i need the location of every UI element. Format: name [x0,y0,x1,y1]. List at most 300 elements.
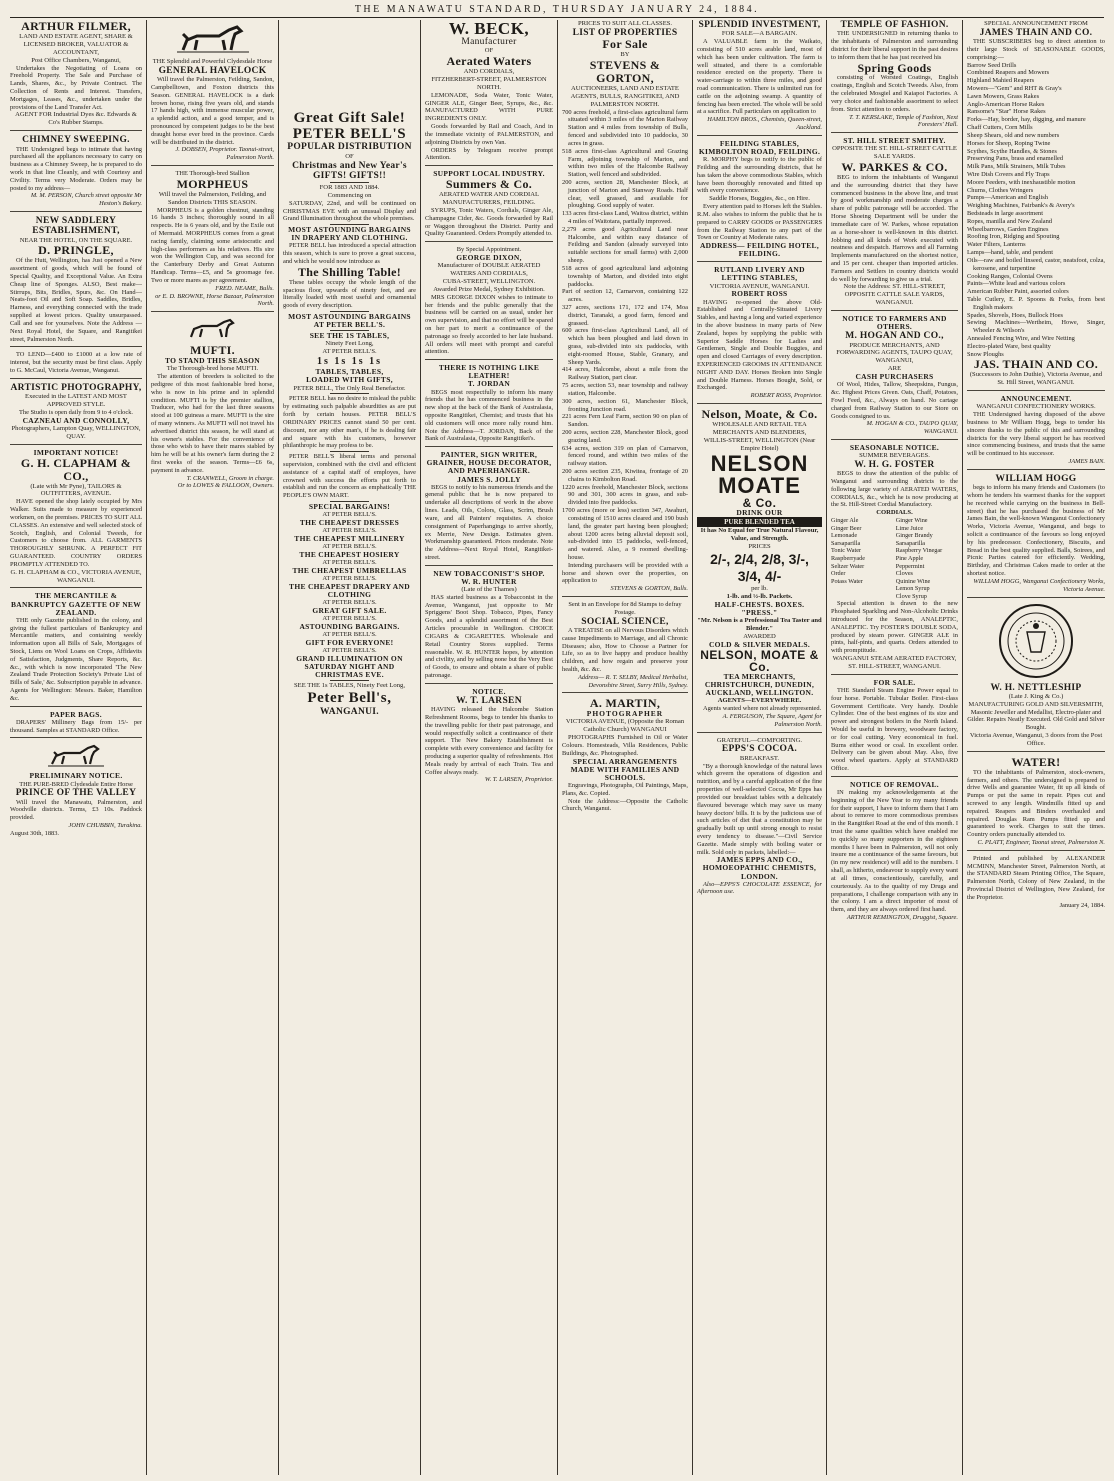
ad-dixon [425,246,553,360]
ad-parkes-smithy [831,137,958,311]
ad-address: Post Office Chambers, Wanganui, [31,56,121,64]
imprint [967,855,1105,913]
list-item: Tonic Water [831,547,862,555]
list-item: Spades, Shovels, Hoes, Bullock Hoes [967,311,1064,319]
ad-signature: G. H. CLAPHAM & CO., VICTORIA AVENUE, WANGANUI. [10,568,142,584]
ad-address: VICTORIA AVENUE, WANGANUI. [709,282,810,290]
ad-heading: NOTICE. [472,686,506,696]
beverage-table [831,517,958,600]
ad-body: The Studio is open daily from 9 to 4 o'clock. [18,408,134,416]
masthead: THE MANAWATU STANDARD, THURSDAY JANUARY 24, 1884. [354,4,760,15]
column-rule [420,20,421,1475]
ad-special: THE CHEAPEST DRESSES [299,518,400,528]
ad-address: FITZHERBERT-STREET, PALMERSTON NORTH. [431,76,547,91]
ad-heading: WATER! [1011,754,1061,769]
ad-body: Will travel the Palmerston, Feilding, Sandon, Campbelltown, and Foxton districts this Season. GENERAL HAVELOCK is a dark brown horse, rising five years old, and stands 17 hands high, with immense muscular power, a splendid action, and a good temper, and is pronounced by competent judges to be the best draught horse ever bred in the province. Cards will be distributed in the district. [151,76,274,146]
ad-remington [831,781,958,925]
ad-line: AT PETER BELL'S. [322,631,377,639]
ad-saddlery [10,216,142,347]
ad-heading: ANNOUNCEMENT. [1000,394,1072,404]
ad-subheading: LAND AND ESTATE AGENT, SHARE & LICENSED BROKER, VALUATOR & ACCOUNTANT, [19,32,133,56]
list-item: Ropes, manilla and New Zealand [967,217,1053,225]
ad-heading: ST. HILL STREET SMITHY. [843,136,946,146]
ad-line: AT PETER BELL'S. [322,543,377,551]
list-item: Order [831,570,846,578]
ad-heading: PAINTER, SIGN WRITER, GRAINER, HOUSE DECORATOR, AND PAPERHANGER. [426,450,552,476]
ad-heading: NOTICE TO FARMERS AND OTHERS. [842,314,947,332]
list-item: 200 acres, section 28, Manchester Block, at junction of Marton and Stanway Roads. Half clear, well grassed, and available for ploughing. Good supply of water. [562,178,688,210]
ad-body: Special attention is drawn to the new Phosphated Sparkling and Non-Alcoholic Drinks introduced for the Season, ANALEPTIC, ANALEPTIC. Try FOSTER'S DOUBLE SODA, produced by steam power. GINGER ALE in pints, half-pints, and quarts. Orders attended to with promptitude. [831,600,958,655]
ad-chimney [10,135,142,212]
column-3 [283,20,416,1475]
ad-subheading: CHRISTCHURCH, DUNEDIN, AUCKLAND, WELLINGTON. [704,680,815,698]
list-item: 200 acres section 235, Kiwitea, frontage of 20 chains to Kimbolton Road. [562,468,688,483]
ad-photography [10,383,142,445]
property-list [562,109,688,562]
list-item: Ginger Ale [831,517,859,525]
ad-clapham [10,449,142,589]
ad-heading: IMPORTANT NOTICE! [33,447,119,457]
ad-special: THE CHEAPEST DRAPERY AND CLOTHING [289,582,410,600]
list-item: Sarsaparilla [895,539,925,547]
horse-icon [175,22,251,56]
list-item: Snow Ploughs [967,350,1004,358]
ad-prices: 2/-, 2/4, 2/8, 3/-, 3/4, 4/- [710,550,809,585]
beverage-list-right [896,517,958,600]
imprint-text: Printed and published by ALEXANDER MCMINN, Manchester Street, Palmerston North, at the STANDARD Steam Printing Office, The Square, Palmerston North, Colony of New Zealand, in the Provincial District of Wellington, New Zealand, for the Proprietor. [967,854,1105,901]
ad-body: THE Standard Steam Engine Power equal to four horse. Portable. Tubular Boiler. First-class Government Certificate. Very handy. Double Cylinder. One of the best engines of its size and power and strongest boilers in the North Island. Would be useful in brewery, woodware factory, or for coal cutting. Very economical in fuel. Burns either wood or coal. In excellent order. Delivery can be given about May. Also, five wood wheel quarters. Apply at STANDARD Office. [831,686,958,773]
ad-signature: Address— R. T. SELBY, Medical Herbalist, Devonshire Street, Surry Hills, Sydney. [577,673,688,689]
list-item: Raspberryade [831,554,866,562]
list-item: Raspberry Vinegar [895,547,943,555]
ad-line: It has No Equal for True Natural Flavour, Value, and Strength. [700,527,819,543]
ad-subheading: MOST ASTOUNDING BARGAINS IN DRAPERY AND CLOTHING. [288,225,411,243]
list-item: American Rubber Paint, assorted colors [967,288,1069,296]
ad-body: BEGS to draw the attention of the public of Wanganui and surrounding districts to the following large variety of AERATED WATERS, CORDIALS, &c., which he is now producing at the St. Hill-Street Cordial Manufactory. [831,470,958,509]
ad-body: DRAPERS' Millinery Bags from 15/- per thousand. Samples at STANDARD Office. [10,718,142,734]
ad-water [967,756,1105,851]
ad-william-hogg [967,474,1105,598]
list-item: Moore Feeders, with inexhaustible motion [967,178,1076,186]
ad-signature: T. T. KERSLAKE, Temple of Fashion, Next Foresters' Hall. [849,113,958,129]
ad-heading: FEILDING STABLES, [719,138,800,148]
ad-name: PRINCE OF THE VALLEY [15,788,137,799]
ad-body: Agents wanted where not already represented. [703,705,822,713]
ad-signature: HAMILTON BROS., Chemists, Queen-street, Auckland. [707,116,822,132]
ad-subheading: (Late J. King & Co.) [1008,692,1064,700]
column-rule [826,20,827,1475]
list-item: Churns, Clothes Wringers [967,186,1034,194]
ad-subheading: HALF-CHESTS. BOXES. [714,599,805,609]
ad-line: ARE [887,365,902,373]
ad-body: ORDERS by Telegram receive prompt Attention. [425,146,553,162]
ad-jordan [425,364,553,447]
ad-line: per lb. [751,585,768,593]
column-7 [831,20,958,1475]
ad-robert-ross [697,266,822,404]
ad-body: MORPHEUS is a golden chestnut, standing 16 hands 3 inches; thoroughly sound in all respects. He is 6 years old, and by the Exile out of Mermaid. MORPHEUS comes from a great racing family, claiming some aristocratic and high-class performers as his relatives. His sire won the Wellington Cup, and was second for the Canterbury Derby and Great Autumn Handicap. Terms—£5, and 5s groomage fee. Two or more mares as per agreement. [151,206,274,284]
ad-epps-cocoa [697,737,822,900]
list-item: Ginger Beer [831,524,862,532]
ad-name: M. HOGAN AND CO., [845,331,944,342]
ad-name: T. JORDAN [467,379,511,389]
ad-line: AWARDED [743,632,776,640]
ad-name: CAZNEAU AND CONNOLLY, [22,415,130,425]
ad-special: SPECIAL BARGAINS! [308,502,391,512]
ad-body: The attention of breeders is solicited to the pedigree of this most fashionable bred horse, who is now in his prime and in splendid condition. MUFTI is by the premier stallion, Traducer, who had for the last three seasons stood at 100 guineas a mare. MUFTI is the sire of many winners. As MUFTI will not travel his advertised district this season, he will stand at his owner's stables. For the convenience of those who wish to have their mares stabled by him he will be at his owner's farm during the 2 first weeks of the season. Terms—£6 6s, payment in advance. [151,373,274,474]
ad-subheading: AERATED WATER AND CORDIAL MANUFACTURERS, FEILDING. [438,191,540,207]
ad-body: Intending purchasers will be provided with a horse and shown over the properties, on application to [562,561,688,585]
ad-name: JAMES THAIN AND CO. [979,27,1093,38]
ad-heading: THE MERCANTILE & BANKRUPTCY GAZETTE OF NEW ZEALAND. [10,591,142,617]
ad-subheading: LOADED WITH GIFTS, [306,375,393,385]
list-item: Barrow Seed Drills [967,61,1017,69]
ad-line: Commencing on [327,191,372,199]
ad-subheading: KIMBOLTON ROAD, FEILDING. [698,147,821,156]
ad-body: BEGS most respectfully to inform his many friends that he has commenced business in the new shop at the back of the Bank of Australasia, opposite Rangitikei, Chemist; and trusts that his old customers will once more rally round him. Note the Address—T. JORDAN, Back of the Bank of Australasia, Opposite Rangitikei's. [425,388,553,443]
column-rule [278,20,279,1475]
list-item: 518 acres first-class Agricultural and Grazing Farm, adjoining township of Marton, and within two miles of the Halcombe Railway Station, well fenced and subdivided. [562,147,688,179]
ad-james-thain [967,20,1105,391]
column-rule [146,20,147,1475]
ad-special: GREAT GIFT SALE. [312,606,387,616]
ad-subheading: GIFTS! GIFTS!! [312,170,387,181]
ad-line: AT PETER BELL'S. [322,559,377,567]
ad-name: Peter Bell's, [307,690,392,707]
ad-heading: PAPER BAGS. [50,709,102,719]
list-item: Lamps—hand, table, and pendent [967,249,1054,257]
ad-line: "Mr. Nelson is a Professional Tea Taster and Blender." [697,617,822,633]
ad-body: Every attention paid to Horses left the Stables. R.M. also wishes to inform the public that he is prepared to CARRY GOODS or PASSENGERS from the Railway Station to any part of the Town or Country at Moderate rates. [697,203,822,242]
ad-nettleship [967,602,1105,752]
ad-heading: PRELIMINARY NOTICE. [29,771,123,781]
ad-body: Goods forwarded by Rail and Coach, And in the immediate vicinity of PALMERSTON, and adjoining Districts by own Van. [425,123,553,146]
ad-address: Note the Address: ST. HILL-STREET, OPPOSITE CATTLE SALE YARDS, WANGANUI. [843,283,946,307]
ad-heading: NEW TOBACCONIST'S SHOP. [433,568,545,578]
ad-body: THE Undersigned having disposed of the above business to Mr William Hogg, begs to tender his sincere thanks to the public of this and surrounding districts for the very liberal support he has received since commencing business, and trusts that the same will be continued to his successor. [967,411,1105,458]
ad-special: GIFT FOR EVERYONE! [305,638,394,648]
ad-logo-line: & Co. [742,495,777,510]
ad-subheading: SEE THE 1S TABLES, [309,331,390,341]
ad-subheading: MOST ASTOUNDING BARGAINS AT PETER BELL'S. [288,312,411,330]
list-item: Part of section 12, Carnarvon, containing 122 acres. [562,288,688,304]
ad-subheading: TABLES, TABLES, [315,367,384,377]
ad-subheading: PHOTOGRAPHER [586,709,664,719]
ad-name: D. PRINGLE, [38,243,114,258]
ad-line: AT PETER BELL'S. [322,348,377,356]
ad-award: Awarded Prize Medal, Sydney Exhibition. [433,285,545,293]
ad-heading: EPPS'S COCOA. [721,744,798,755]
ad-body: PETER BELL has introduced a special attraction this season, which is sure to prove a great success, and which he would now introduce as [283,242,416,266]
ad-heading: SUPPORT LOCAL INDUSTRY. [433,169,545,179]
ad-name: PETER BELL'S [292,126,407,143]
ad-jolly [425,451,553,566]
ad-subheading: WHOLESALE AND RETAIL TEA MERCHANTS AND BLENDERS, [712,421,807,436]
ad-for-sale-engine [831,679,958,777]
list-item: Anglo-American Horse Rakes [967,100,1045,108]
list-item: Chaff Cutters, Corn Mills [967,124,1033,132]
ad-heading: ARTISTIC PHOTOGRAPHY, [10,382,142,393]
ad-logo-line: NELSON [710,450,809,476]
ad-line: "PRESS." [741,608,778,618]
ad-address: CUBA-STREET, WELLINGTON. [442,277,536,285]
ad-subheading: TEA MERCHANTS, [723,671,796,681]
list-item: Sheep Shears, old and new numbers [967,131,1060,139]
ad-body: MANUFACTURING GOLD AND SILVERSMITH, Masonic Jeweller and Medallist, Electro-plater and Gilder. Repairs Neatly Executed. Old Gold and Silver Bought. [967,700,1105,732]
ad-footer: AGENT FOR Industrial Dyes &c. Edwards & Co's Rubber Stamps. [15,111,137,127]
ad-body: These tables occupy the whole length of the spacious floor, upwards of ninety feet, and are literally loaded with most useful and ornamental goods of every description. [283,278,416,310]
ad-prince-of-valley [10,742,142,840]
ad-logo-line: MOATE [718,472,801,498]
ad-signature: T. CRANWELL, Groom in charge. [186,474,274,482]
list-item: Ginger Brandy [895,532,933,540]
ad-peter-bell [283,20,416,720]
ad-body: THE only Gazette published in the colony, and giving the fullest particulars of Bankruptcy and Mercantile matters, and containing weekly information upon all Bills of Sale, Mortgages of Stock, Liens on Wool Loans on Crops, Affidavits of Satisfaction, Judgments, Share Reports, &c. &c., with which is now incorporated 'The New Zealand Trade Protection Society's Private List of Bills of Sale,' &c. Subscription payable in advance. Agents for Wellington: Messrs. Baker, Hamilton &c. [10,616,142,702]
ad-summers [425,170,553,242]
ad-address: NEAR THE HOTEL, ON THE SQUARE. [19,236,133,244]
list-item: 327 acres, sections 171, 172 and 174, Moa district, Taranaki, a good farm, fenced and grassed. [562,303,688,327]
ad-body: A VALUABLE farm in the Waikato, consisting of 510 acres arable land, most of which has been under cultivation. The farm is well situated, and there is a comfortable residence erected on the property. There is water-carriage to within three miles, and good road communication. There is unlimited run for cattle on the adjoining swamp. A quantity of fencing has been erected. The whole will be sold at a sacrifice. Full particulars on application to [697,38,822,116]
ad-heading: THERE IS NOTHING LIKE LEATHER! [438,363,540,381]
ad-general-havelock [151,22,274,166]
list-item: 133 acres first-class Land, Waitoa district, within 4 miles of Waitotara, partially improved. [562,210,688,226]
ad-body: TO the inhabitants of Palmerston, stock-owners, farmers, and others. The undersigned is prepared to drive Wells and guarantee Water, fit up all kinds of Pumps or put the same in repair. Pipes cut and screwed to any length. Windmills fitted up and repaired. Reapers and Binders overhauled and repaired. Douglas Ram Pumps fitted up and guaranteed to work. Charges to suit the times. Country orders punctually attended to. [967,768,1105,839]
ad-subheading: (Late with Mr Pyne), TAILORS & OUTFITTERS, AVENUE. [30,482,122,498]
column-6 [697,20,822,1475]
ad-subheading: For Sale [602,37,648,52]
ad-subheading: COLD & SILVER MEDALS. [708,639,811,649]
ad-subheading: Executed in the LATEST AND MOST APPROVED STYLE. [25,393,127,408]
ad-subheading: Will travel the Palmerston, Feilding, and Sandon Districts THIS SEASON. [158,190,267,206]
ad-body: PHOTOGRAPHS Furnished in Oil or Water Colours. Homesteads, Villa Residences, Public Buildings, &c. Photographed. [562,734,688,757]
list-item: Bedsteads in large assortment [967,210,1044,218]
ad-feilding-stables [697,140,822,262]
ad-subheading: FOR SALE—A BARGAIN. [721,30,798,38]
ad-subheading: AUCTIONEERS, LAND AND ESTATE AGENTS, BULLS, RANGITIKEI, AND PALMERSTON NORTH. [570,84,680,108]
ad-body: LEMONADE, Soda Water, Tonic Water, GINGER ALE, Ginger Beer, Syrups, &c., &c. MANUFACTURED WITH PURE INGREDIENTS ONLY. [425,91,553,123]
ad-name: W. PARKES & CO. [841,160,948,175]
ad-subheading: PRODUCE MERCHANTS, AND FORWARDING AGENTS, TAUPO QUAY, WANGANUI, [836,341,953,365]
ad-splendid-investment [697,20,822,136]
list-item: Cloves [895,570,913,578]
ad-morpheus [151,170,274,312]
ad-name: W. H. NETTLESHIP [990,682,1082,693]
ad-stevens-gorton [562,28,688,597]
ad-body: SYRUPS, Tonic Waters, Cordials, Ginger Ale, Champagne Cider, &c. Goods forwarded by Rail or Waggon throughout the District. Purity and Quality Guaranteed. Orders Promptly attended to. [425,207,553,238]
ad-address: ADDRESS— FEILDING HOTEL, FEILDING. [699,241,820,259]
list-item: 414 acres, Halcombe, about a mile from the Railway Station, part clear. [562,366,688,382]
list-item: Lawn Mowers, Grass Rakes [967,92,1040,100]
ad-mercantile [10,592,142,706]
ad-signature: WANGANUI STEAM AERATED FACTORY, ST. HILL-STREET, WANGANUI. [832,655,957,670]
ad-body: HAS started business as a Tobacconist in the Avenue, Wanganui, just opposite to Mr Spriggens' Boot Shop. Tobacco, Pipes, Fancy Goods, and a splendid assortment of the Best Articles procurable in Wellington. CHOICE CIGARS & CIGARETTES. Wholesale and Retail Country Stores supplied. Terms reasonable. W. R. HUNTER hopes, by attention and civility, and by selling none but the Very Best of Goods, to ensure and obtain a share of public patronage. [425,593,553,679]
ad-line: 1-lb. and ½-lb. Packets. [726,593,793,601]
column-8 [967,20,1105,1475]
ad-signature: A. FERGUSON, The Square, Agent for Palmerston North. [722,712,822,728]
ad-line: SEE THE 1s TABLES, Ninety Feet Long, [294,682,405,690]
ad-line: PRICES TO SUIT ALL CLASSES. [577,20,673,27]
ad-lend [10,351,142,378]
horse-icon [46,742,106,770]
ad-body: HAVING re-opened the above Old-Established and Centrally-Situated Livery Stables, and having a long and varied experience in the above business in many parts of New Zealand, hopes by supplying the public with Superior Saddle Horses for Ladies and Gentlemen, Single and Double Buggies, and open and closed Carriages of every description. EXPERIENCED GROOMS IN ATTENDANCE NIGHT AND DAY. Horses Broken into Single and Double Harness. Horses Bought, Sold, or Exchanged. [697,298,822,392]
list-item: Seltzer Water [831,562,865,570]
ad-body: MRS GEORGE DIXON wishes to intimate to her friends and the public generally that the business will be carried on as usual, under her own supervision, and that no effort will be spared on her part to merit a continuance of the patronage so freely accorded to her late husband. All orders will meet with prompt and careful attention. [425,293,553,356]
ad-name: W. R. HUNTER [461,576,517,586]
column-1 [10,20,142,1475]
ad-temple-of-fashion [831,20,958,133]
list-item: Ginger Wine [895,517,928,525]
ad-body: PETER BELL'S liberal terms and personal supervision, combined with the civil and efficient assistance of a capital staff of employes, have crowned with success the efforts put forth to establish and run the concern as emphatically THE PEOPLE'S OWN MART. [283,453,416,500]
ad-signature: JAS. THAIN AND CO. [973,357,1099,372]
ad-heading: Great Gift Sale! [293,110,406,126]
horse-icon [185,316,241,342]
ad-filmer [10,20,142,131]
ad-body: Will travel the Manawatu, Palmerston, and Woodville districts. Terms, £3 10s. Paddock provided. [10,798,142,822]
ad-signature: W. T. LARSEN, Proprietor. [484,776,553,784]
ad-subheading: OPPOSITE THE ST. HILL-STREET CATTLE SALE YARDS. [832,145,957,161]
ad-subheading: Christmas and New Year's [292,160,407,171]
ad-signature: STEVENS & GORTON, Bulls. [610,585,688,593]
list-item: Horses for Sheep, Roping Twine [967,139,1051,147]
ad-body: BEG to inform the inhabitants of Wanganui and the surrounding district that they have commenced business in the above line, and trust by good workmanship and moderate charges a share of public patronage will be accorded. The Horse Shoeing Department will be under the immediate care of W. Parkes, whose reputation as a horse-shoer is well-known in this district. Jobbing and all kinds of Work executed with neatness and despatch. Harrows and all Farming Implements manufactured on the shortest notice, and 15 per cent. cheaper than imported articles. Farmers and Settlers in country districts would do well by forwarding to give us a trial. [831,174,958,283]
column-5 [562,20,688,1475]
ad-signature: ARTHUR REMINGTON, Druggist, Square. [846,913,958,921]
ad-signature: J. DOBSEN, Proprietor. Taonui-street, Palmerston North. [175,146,274,162]
list-item: Weighing Machines, Fairbank's & Avery's [967,202,1075,210]
ad-body: BEGS to notify to his numerous friends and the general public that he is now prepared to undertake all descriptions of work in the above lines. Leads, Oils, Colors, Glass, Scrim, Brush ware, and all Painters' requisites. A choice consignment of Paperhangings to arrive shortly, ex Merrie, New Design. Estimates given. Workmanship guaranteed. Prices moderate. Note the Address—Next Royal Hotel, Rangitikei-street. [425,483,553,561]
list-item: Highland Mahied Reapers [967,77,1035,85]
ad-subheading: (Late of the Thames) [461,585,517,593]
ad-line: AT PETER BELL'S. [322,615,377,623]
ad-line: AT PETER BELL'S. [322,511,377,519]
ad-mufti [151,316,274,493]
ad-heading: Nelson, Moate, & Co. [701,407,818,422]
list-item: Water Filters, Lanterns [967,241,1026,249]
list-item: Roofing Iron, Ridging and Spouting [967,233,1060,241]
ad-subheading: Aerated Waters [446,54,532,69]
ad-name: GEORGE DIXON, [456,253,522,263]
ad-body: consisting of Worsted Coatings, English coatings, English and Scotch Tweeds. Also, from the celebrated Mosgiel and Kaiapoi Factories. A very choice and fashionable assortment to select from. Strict attention to orders. [831,74,958,113]
ad-body: Also—EPPS'S CHOCOLATE ESSENCE, for Afternoon use. [697,880,822,896]
list-item: Lime Juice [895,524,924,532]
list-item: Forks—Hay, border, hay, digging, and manure [967,116,1086,124]
list-item: Wheelbarrows, Garden Engines [967,225,1049,233]
ad-heading: FOR SALE. [873,677,916,687]
ad-signature: M. HOGAN & CO., TAUPO QUAY, WANGANUI. [866,420,958,436]
ad-heading: TEMPLE OF FASHION. [840,20,949,30]
ad-name: STEVENS & GORTON, [589,58,661,85]
ad-subheading: Manufacturer of DOUBLE AERATED WATERS AND CORDIALS, [437,262,541,278]
ad-body: SATURDAY, 22nd, and will be continued on CHRISTMAS EVE with an unusual Display and Grand Illumination throughout the whole premises. [283,199,416,223]
ad-heading: NOTICE OF REMOVAL. [850,779,939,789]
list-item: 200 acres, section 228, Manchester Block, good grazing land. [562,428,688,444]
ad-line: PETER BELL, The Only Real Benefactor. [293,384,406,392]
ad-subheading: BREAKFAST. [739,754,780,762]
ad-signature: C. PLATT, Engineer, Taonui street, Palmerston N. [977,839,1105,847]
pure-blended-tea-banner: PURE BLENDED TEA [697,517,822,528]
ad-heading: CHIMNEY SWEEPING. [22,135,130,146]
ad-of: OF [484,47,494,55]
ad-heading: ARTHUR FILMER, [21,20,131,33]
ad-address: (Successors to John Duthie), Victoria Avenue, and St. Hill Street, WANGANUI. [969,371,1103,387]
ad-paper-bags [10,711,142,739]
ad-line: AT PETER BELL'S. [322,527,377,535]
ad-subheading: AND CORDIALS, [463,68,515,76]
ad-date: August 30th, 1883. [10,829,59,837]
ad-signature: JAMES BAIN. [1068,458,1105,466]
ad-special: GRAND ILLUMINATION ON SATURDAY NIGHT AND CHRISTMAS EVE. [296,654,403,680]
list-item: Peppermint [895,562,925,570]
list-item: 221 acres Fern Leaf Farm, section 90 on plan of Sandon. [562,413,688,429]
ad-subheading: Manufacturer [461,37,517,47]
ad-subheading: Spring Goods [857,60,932,75]
ad-name: W. H. G. FOSTER [854,459,935,470]
list-item: Sarsaparilla [831,539,861,547]
ad-larsen [425,688,553,787]
ad-line: AT PETER BELL'S. [322,575,377,583]
ad-body: Of the Hutt, Wellington, has Just opened a New assortment of goods, which will be found of Special Quality, and Exceptional Value. An Extra Cheap line of Sponges. ALSO, Best make—Stirrups, Bits, Bridles, Spurs, &c. On Hand—Neats-foot Oil and Soft Soap. Saddles, Bridles, Harness, and everything connected with the trade supplied at lowest prices. Quality unsurpassed. Call and see for yourselves. Note the Address — Next Royal Hotel, the Square, and Rangitikei street, Palmerston North. [10,257,142,343]
ad-social-science [562,601,688,693]
ad-name: ROBERT ROSS [731,289,788,299]
ad-name: Summers & Co. [445,177,533,192]
ad-heading: GENERAL HAVELOCK [158,65,267,76]
ad-line: AT PETER BELL'S. [322,647,377,655]
list-item: 75 acres, section 53, near township and railway station, Halcombe. [562,382,688,397]
ad-lead: SPECIAL ANNOUNCEMENT FROM [984,20,1088,27]
medal-seal-icon [997,602,1075,680]
list-item: Potass Water [831,577,863,585]
beverage-list-left [831,517,893,600]
column-4 [425,20,553,1475]
ad-body: HAVING released the Halcombe Station Refreshment Rooms, begs to tender his thanks to the travelling public for their past patronage, and would respectfully solicit a continuance of their support. The New Bakery Establishment is complete with every convenience and facility for producing a superior quality of refreshments. Hot Meals ready by arrival of each Train. Tea and Coffee always ready. [425,706,553,776]
list-item: 600 acres first-class Agricultural Land, all of which has been ploughed and laid down in grass, sub-divided into six paddocks, with eight-roomed House, Stable, Granary, and Sheep Yards. [562,327,688,366]
goods-list [967,62,1105,359]
ad-lead: GRATEFUL—COMFORTING. [716,736,803,744]
ad-subheading: SPECIAL ARRANGEMENTS MADE WITH FAMILIES AND SCHOOLS. [570,756,680,782]
ad-body: A TREATISE on all Nervous Disorders which cause Impediments to Marriage, and all Chronic Diseases; also, How to Choose a Partner for Life, so as to live happy and produce healthy children, and how regain and preserve your health, &c. &c. [562,626,688,673]
list-item: 300 acres, section 61, Manchester Block, fronting Junction road. [562,397,688,413]
ad-heading: LIST OF PROPERTIES [572,27,678,38]
list-item: Ransome's "Star" Horse Rakes [967,108,1046,116]
list-item: 518 acres of good agricultural land adjoining township of Marton, and divided into eight paddocks. [562,264,688,288]
ad-subheading: WANGANUI CONFECTIONERY WORKS. [976,403,1096,411]
ad-special: THE CHEAPEST HOSIERY [299,550,400,560]
imprint-date: January 24, 1884. [1059,901,1105,909]
list-item: Sewing Machines—Wertheim, Howe, Singer, Wheeler & Wilson's [967,319,1105,335]
ad-logo-line: NELSON, MOATE & Co. [700,647,819,674]
ad-line: AGENTS—EVERYWHERE. [717,697,802,705]
ad-body: begs to inform his many friends and Customers (to whom he tenders his warmest thanks for the support he received while carrying on the business in Bell-street) that he has purchased the business of Mr James Bain, the well-known Wanganui Confectionery Works, Victoria Avenue, Wanganui, and begs to solicit a continuance of the favours so long enjoyed by his predecessor. Confectionery, Biscuits, and Bread in the best quality supplied. Balls, Soirees, and Picnic Parties catered for efficiently. Wedding, Birthday, and Christmas Cakes made to order at the shortest notice. [967,484,1105,578]
list-item: Mowers—"Gem" and RHT & Gray's [967,85,1062,93]
ad-body: IN making my acknowledgements at the beginning of the New Year to my many friends for their support, I have to inform them that I am about to remove to more commodious premises in the Rangitikei Road at the end of this month. I trust the same qualities which have enabled me to quickly so many supporters in the eighteen months I have been in Palmerston, will not only insure me a continuance of the same favours, but (in my new residence) will add to the numbers. I shall, as hitherto, endeavour to supply every want at all times, conscientiously, carefully, and courteously. As to the quality of my Drugs and preparations, I challenge comparison with any in the colony. I am a direct importer of most of them, and they are always ordered first hand. [831,788,958,914]
ad-body: THE SUBSCRIBERS beg to direct attention to their large Stock of SEASONABLE GOODS, comprising:— [967,38,1105,61]
ad-body: Undertakes the Negotiating of Loans on Freehold Property. The Sale and Purchase of Lands, Shares, &c., by Private Contract. The Collection of Rents and Interest. Transfers, Mortgages, Leases, &c., undertaken under the provisions of the Land Transfer Act. [10,64,142,111]
ad-of: OF [345,152,354,160]
ad-lead: By Special Appointment. [456,246,522,254]
ad-line: FOR 1883 AND 1884. [319,184,380,192]
ad-lead: TO STAND THIS SEASON [165,356,260,366]
ad-special: THE CHEAPEST UMBRELLAS [292,566,407,576]
ad-subheading: DRINK OUR [736,507,783,517]
list-item: Preserving Pans, brass and enamelled [967,155,1064,163]
list-item: 634 acres, section 319 on plan of Carnarvon, fenced round, and within two miles of the railway station. [562,444,688,468]
ad-heading: SEASONABLE NOTICE. [849,442,940,452]
column-rule [962,20,963,1475]
ad-name: JAMES EPPS AND CO., HOMOEOPATHIC CHEMISTS, LONDON. [702,855,817,881]
ad-by: BY [620,51,630,59]
ad-body: PETER BELL has no desire to mislead the public by estimating such palpable absurdities as are put forth by certain houses. PETER BELL'S ORDINARY PRICES cannot stand 50 per cent. discount, nor any other man's, if he is dealing fair and square with his customers, however philanthropic he may profess to be. [283,395,416,450]
ad-signature: JOHN CHUBBIN, Turakina. [68,822,142,829]
